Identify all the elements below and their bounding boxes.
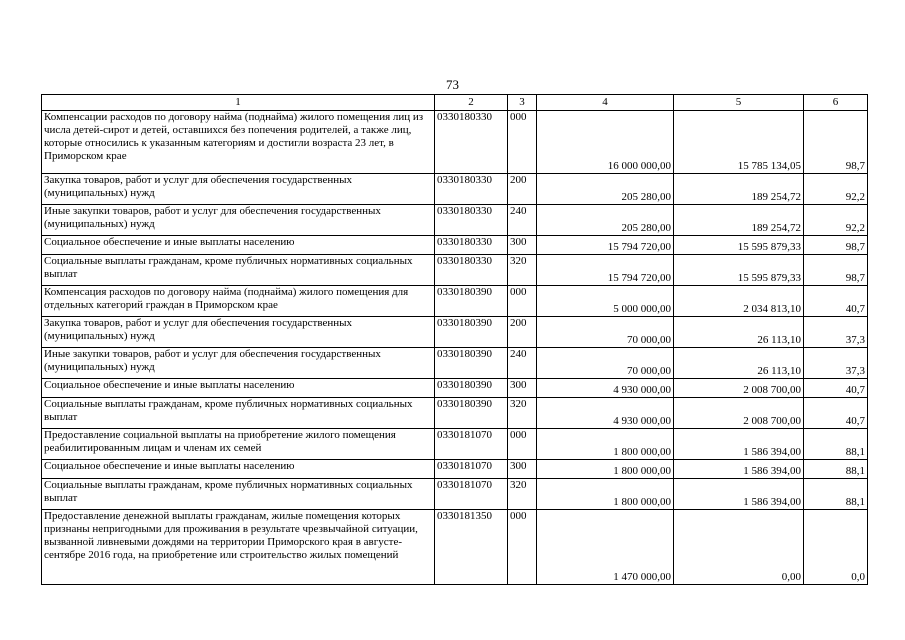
row-percent: 92,2: [804, 205, 868, 236]
row-name: Социальное обеспечение и иные выплаты населению: [42, 379, 435, 398]
row-kvr: 300: [508, 460, 537, 479]
row-code: 0330180330: [435, 174, 508, 205]
row-kvr: 000: [508, 429, 537, 460]
row-fact: 15 595 879,33: [674, 255, 804, 286]
table-row: [42, 379, 868, 398]
row-name: Предоставление социальной выплаты на приобретение жилого помещения реабилитированным лицам и членам их семей: [42, 429, 435, 460]
row-fact: 189 254,72: [674, 205, 804, 236]
table-row: [42, 174, 868, 205]
header-row: [42, 95, 868, 111]
row-fact: 1 586 394,00: [674, 479, 804, 510]
row-fact: 15 595 879,33: [674, 236, 804, 255]
row-name: Социальное обеспечение и иные выплаты населению: [42, 236, 435, 255]
header-col-1: 1: [42, 95, 435, 111]
row-plan: 15 794 720,00: [537, 255, 674, 286]
row-code: 0330180330: [435, 205, 508, 236]
row-kvr: 320: [508, 398, 537, 429]
row-percent: 88,1: [804, 479, 868, 510]
row-percent: 98,7: [804, 111, 868, 174]
table-row: [42, 286, 868, 317]
row-kvr: 000: [508, 111, 537, 174]
row-kvr: 000: [508, 510, 537, 585]
row-percent: 40,7: [804, 398, 868, 429]
row-percent: 40,7: [804, 286, 868, 317]
row-plan: 205 280,00: [537, 174, 674, 205]
row-name: Закупка товаров, работ и услуг для обеспечения государственных (муниципальных) нужд: [42, 174, 435, 205]
table-row: [42, 398, 868, 429]
row-percent: 37,3: [804, 348, 868, 379]
row-fact: 15 785 134,05: [674, 111, 804, 174]
table-row: [42, 510, 868, 585]
row-kvr: 300: [508, 379, 537, 398]
row-plan: 70 000,00: [537, 348, 674, 379]
row-percent: 88,1: [804, 429, 868, 460]
table-row: [42, 429, 868, 460]
row-code: 0330180390: [435, 317, 508, 348]
table-row: [42, 205, 868, 236]
header-col-5: 5: [674, 95, 804, 111]
row-code: 0330181350: [435, 510, 508, 585]
row-plan: 70 000,00: [537, 317, 674, 348]
row-code: 0330181070: [435, 429, 508, 460]
row-kvr: 200: [508, 317, 537, 348]
row-code: 0330180390: [435, 286, 508, 317]
budget-table: [41, 94, 868, 585]
row-plan: 5 000 000,00: [537, 286, 674, 317]
row-fact: 26 113,10: [674, 348, 804, 379]
row-name: Социальные выплаты гражданам, кроме публичных нормативных социальных выплат: [42, 479, 435, 510]
row-percent: 40,7: [804, 379, 868, 398]
row-fact: 0,00: [674, 510, 804, 585]
row-code: 0330180330: [435, 236, 508, 255]
table-row: [42, 460, 868, 479]
row-percent: 98,7: [804, 255, 868, 286]
row-name: Социальные выплаты гражданам, кроме публичных нормативных социальных выплат: [42, 398, 435, 429]
row-name: Иные закупки товаров, работ и услуг для обеспечения государственных (муниципальных) нужд: [42, 205, 435, 236]
row-kvr: 200: [508, 174, 537, 205]
table-row: [42, 317, 868, 348]
row-percent: 88,1: [804, 460, 868, 479]
row-plan: 1 470 000,00: [537, 510, 674, 585]
header-col-2: 2: [435, 95, 508, 111]
table-row: [42, 111, 868, 174]
row-kvr: 000: [508, 286, 537, 317]
row-kvr: 320: [508, 479, 537, 510]
row-percent: 92,2: [804, 174, 868, 205]
row-plan: 4 930 000,00: [537, 379, 674, 398]
row-name: Закупка товаров, работ и услуг для обеспечения государственных (муниципальных) нужд: [42, 317, 435, 348]
row-code: 0330180390: [435, 398, 508, 429]
row-plan: 1 800 000,00: [537, 429, 674, 460]
header-col-3: 3: [508, 95, 537, 111]
row-plan: 4 930 000,00: [537, 398, 674, 429]
row-fact: 189 254,72: [674, 174, 804, 205]
row-fact: 2 034 813,10: [674, 286, 804, 317]
header-col-6: 6: [804, 95, 868, 111]
row-code: 0330180390: [435, 348, 508, 379]
row-fact: 26 113,10: [674, 317, 804, 348]
row-fact: 2 008 700,00: [674, 379, 804, 398]
row-plan: 16 000 000,00: [537, 111, 674, 174]
row-code: 0330181070: [435, 460, 508, 479]
row-plan: 1 800 000,00: [537, 479, 674, 510]
row-name: Компенсация расходов по договору найма (поднайма) жилого помещения для отдельных категорий граждан в Приморском крае: [42, 286, 435, 317]
table-row: [42, 236, 868, 255]
row-percent: 98,7: [804, 236, 868, 255]
row-code: 0330180330: [435, 255, 508, 286]
row-fact: 2 008 700,00: [674, 398, 804, 429]
header-col-4: 4: [537, 95, 674, 111]
row-kvr: 240: [508, 205, 537, 236]
table-row: [42, 348, 868, 379]
row-percent: 37,3: [804, 317, 868, 348]
row-name: Социальное обеспечение и иные выплаты населению: [42, 460, 435, 479]
table-row: [42, 479, 868, 510]
row-kvr: 300: [508, 236, 537, 255]
row-fact: 1 586 394,00: [674, 460, 804, 479]
row-code: 0330180330: [435, 111, 508, 174]
row-plan: 205 280,00: [537, 205, 674, 236]
row-code: 0330181070: [435, 479, 508, 510]
table-row: [42, 255, 868, 286]
row-percent: 0,0: [804, 510, 868, 585]
row-code: 0330180390: [435, 379, 508, 398]
row-plan: 1 800 000,00: [537, 460, 674, 479]
row-name: Компенсации расходов по договору найма (поднайма) жилого помещения лиц из числа детей-сирот и детей, оставшихся без попечения родителей, а также лиц, которые относились к указанным категориям и достигли возраста 23 лет, в Приморском крае: [42, 111, 435, 174]
row-kvr: 240: [508, 348, 537, 379]
page-number: 73: [446, 77, 459, 92]
row-name: Иные закупки товаров, работ и услуг для обеспечения государственных (муниципальных) нужд: [42, 348, 435, 379]
row-fact: 1 586 394,00: [674, 429, 804, 460]
row-kvr: 320: [508, 255, 537, 286]
row-name: Социальные выплаты гражданам, кроме публичных нормативных социальных выплат: [42, 255, 435, 286]
row-plan: 15 794 720,00: [537, 236, 674, 255]
row-name: Предоставление денежной выплаты гражданам, жилые помещения которых признаны непригодными для проживания в результате чрезвычайной ситуации, вызванной ливневыми дождями на территории Приморского края в августе-сентябре 2016 года, на приобретение или строительство жилых помещений: [42, 510, 435, 585]
